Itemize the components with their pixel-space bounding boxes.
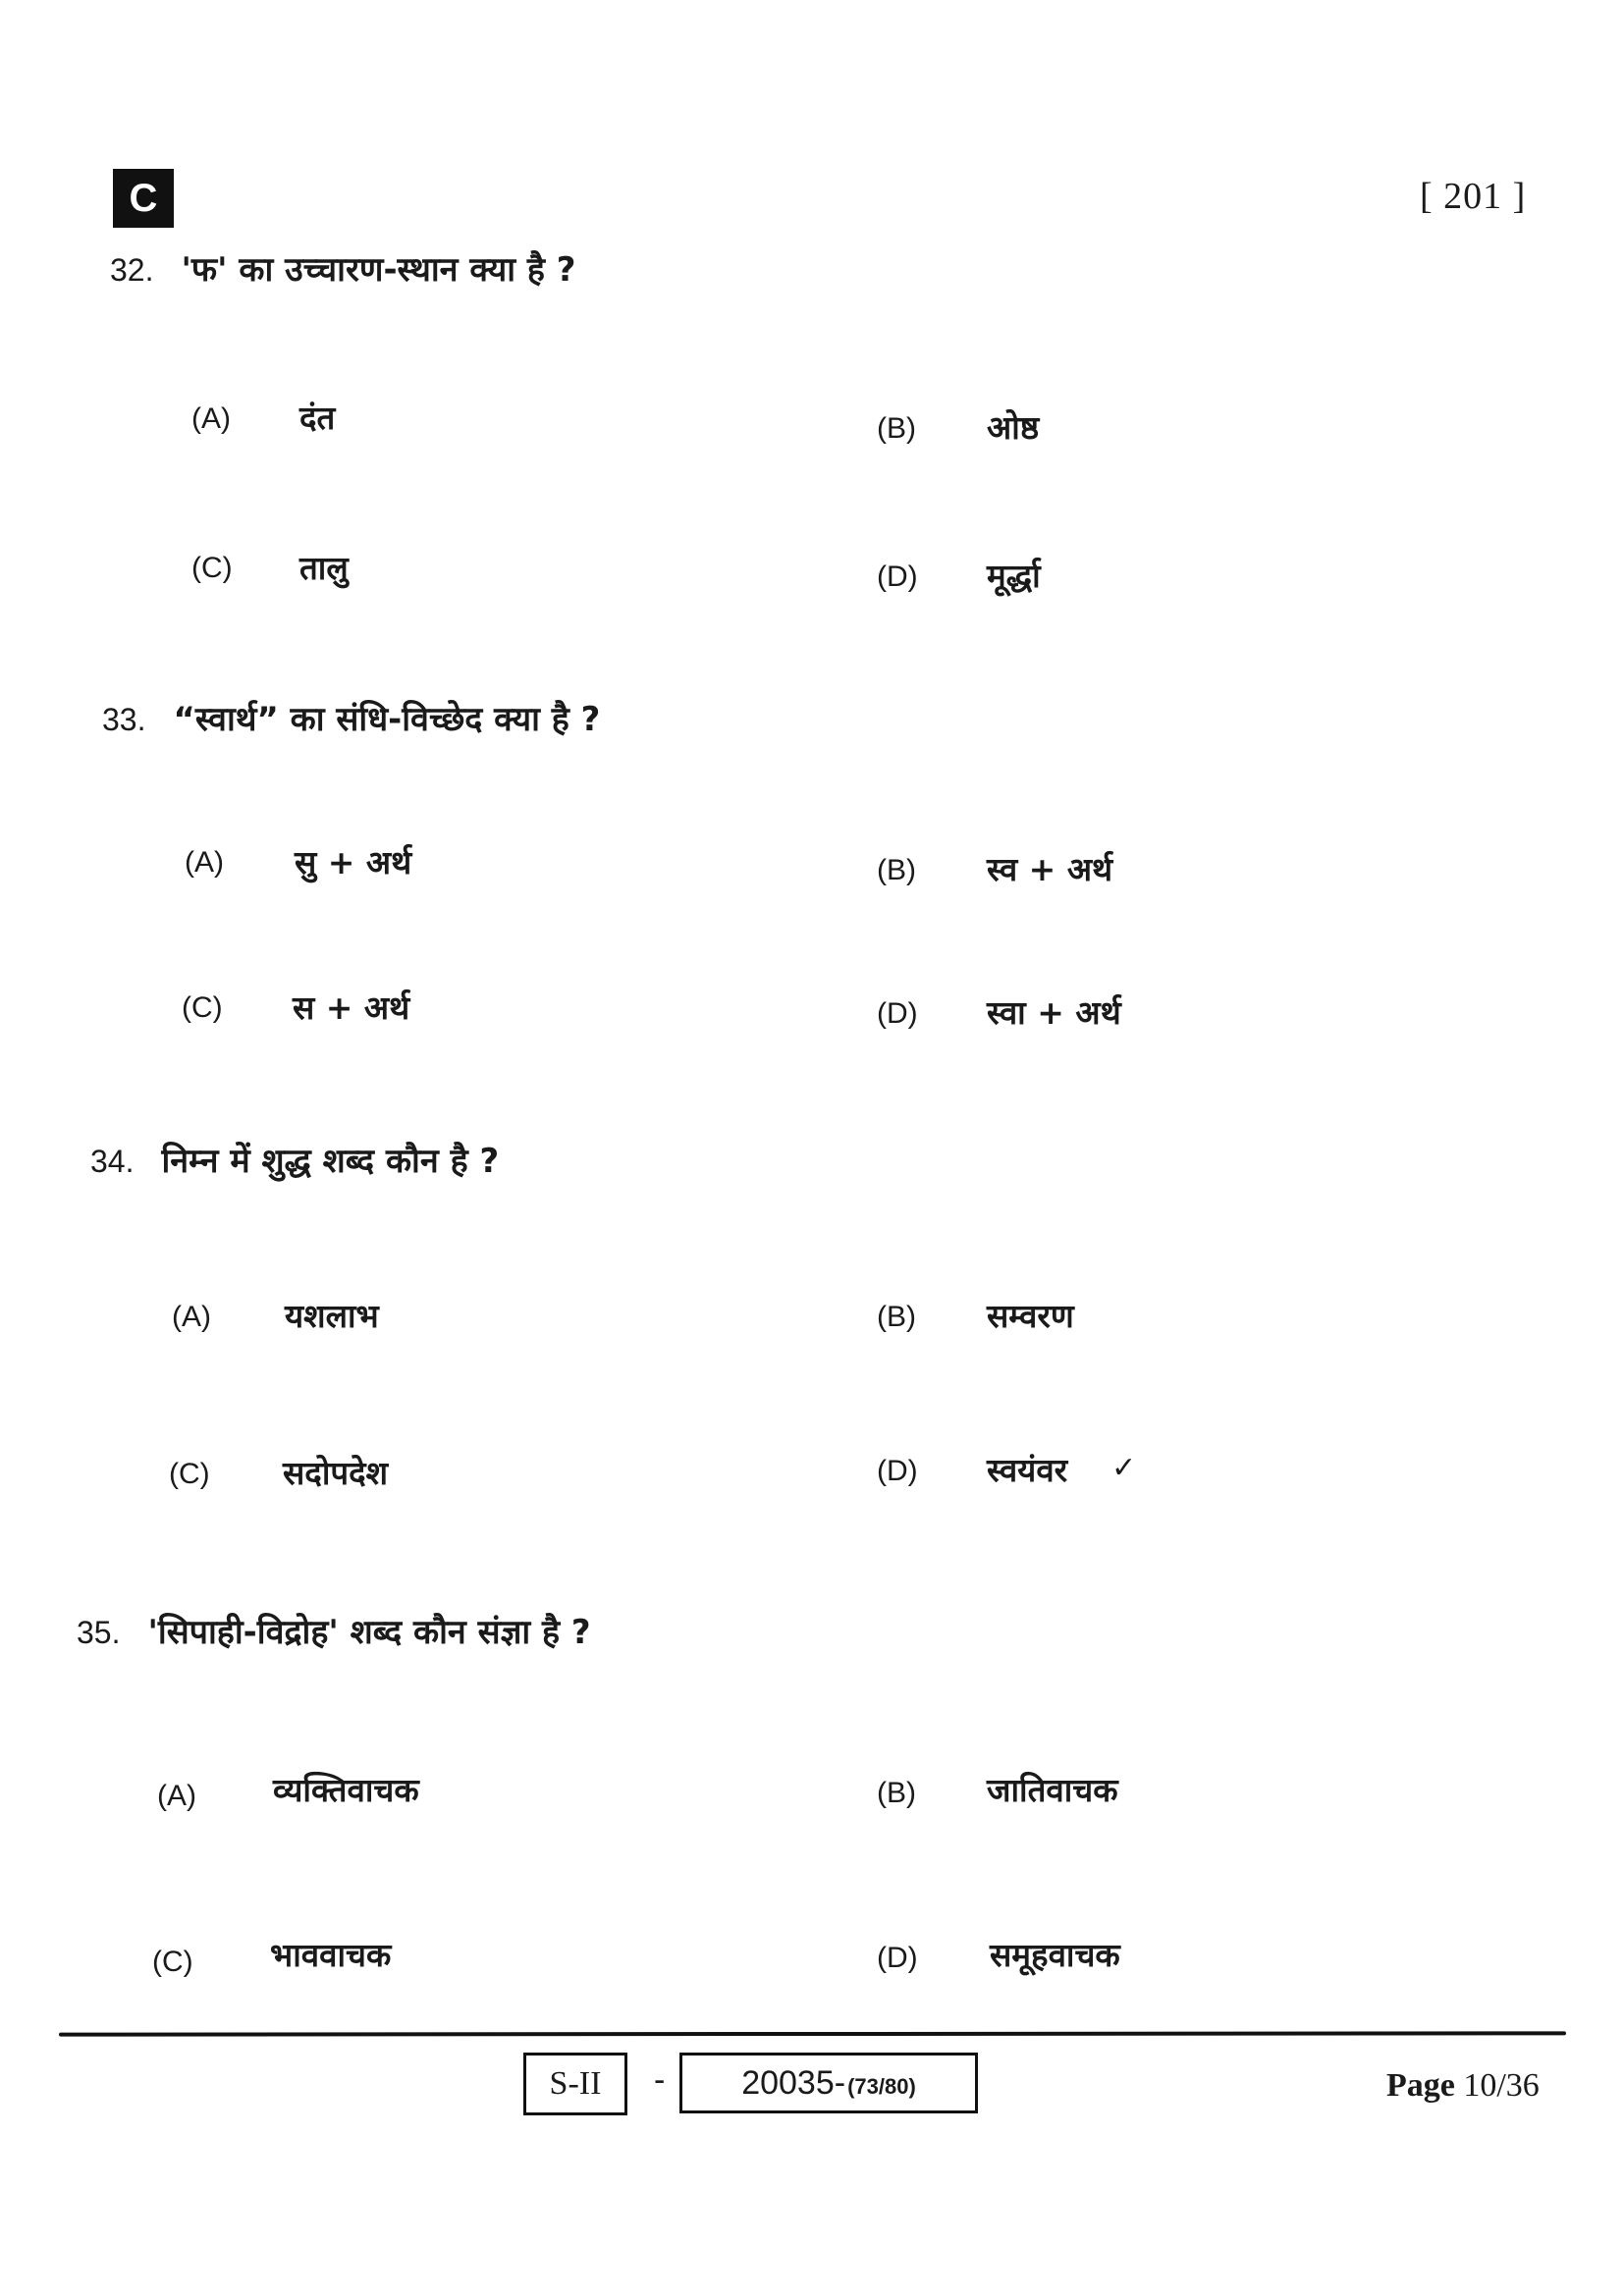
option-label: (D)	[877, 1942, 918, 1974]
option-label: (C)	[169, 1458, 210, 1490]
option-35-d	[877, 1942, 918, 1975]
option-label: (A)	[157, 1780, 196, 1812]
option-32-c-text: तालु	[299, 549, 349, 587]
option-label: (D)	[877, 561, 918, 593]
option-34-a	[172, 1301, 211, 1334]
option-34-b	[877, 1301, 916, 1334]
question-34	[90, 1137, 499, 1182]
option-35-d-text: समूहवाचक	[990, 1936, 1120, 1974]
paper-code: [ 201 ]	[1420, 176, 1527, 217]
question-text: “स्वार्थ” का संधि-विच्छेद क्या है ?	[173, 700, 601, 739]
question-32	[110, 245, 576, 291]
option-32-c	[191, 552, 233, 585]
option-label: (C)	[182, 991, 223, 1024]
option-33-b	[877, 854, 916, 887]
question-35	[77, 1608, 591, 1653]
booklet-sub-code: (73/80)	[847, 2074, 916, 2099]
option-32-d-text: मूर्द्धा	[987, 557, 1041, 595]
option-35-c	[152, 1946, 193, 1979]
option-34-b-text: सम्वरण	[987, 1297, 1074, 1335]
handwritten-check-icon: ✓	[1111, 1451, 1137, 1485]
option-34-c	[169, 1458, 210, 1491]
option-label: (B)	[877, 1777, 916, 1809]
option-label: (B)	[877, 412, 916, 445]
set-label-badge: C	[113, 169, 174, 228]
booklet-code-box	[679, 2053, 978, 2113]
option-35-c-text: भाववाचक	[270, 1936, 392, 1974]
option-34-c-text: सदोपदेश	[283, 1454, 389, 1492]
option-33-c	[182, 991, 223, 1025]
question-number: 32.	[110, 252, 154, 288]
option-label: (A)	[185, 846, 224, 879]
option-label: (C)	[191, 552, 233, 584]
option-label: (B)	[877, 1301, 916, 1333]
option-32-b	[877, 412, 916, 446]
option-32-b-text: ओष्ठ	[987, 408, 1040, 447]
option-label: (B)	[877, 854, 916, 886]
option-label: (D)	[877, 997, 918, 1030]
series-box: S-II	[523, 2053, 627, 2115]
option-35-a-text: व्यक्तिवाचक	[273, 1771, 419, 1809]
question-number: 34.	[90, 1144, 135, 1179]
question-text: 'सिपाही-विद्रोह' शब्द कौन संज्ञा है ?	[147, 1613, 591, 1652]
option-35-a	[157, 1780, 196, 1813]
option-34-d-text: स्वयंवर	[987, 1451, 1068, 1489]
option-32-a-text: दंत	[299, 399, 336, 437]
option-33-a-text: सु + अर्थ	[295, 843, 412, 881]
footer-divider	[59, 2031, 1566, 2036]
question-33	[102, 695, 600, 740]
option-33-d	[877, 997, 918, 1031]
option-33-d-text: स्वा + अर्थ	[987, 993, 1121, 1032]
option-34-d	[877, 1455, 918, 1488]
option-33-b-text: स्व + अर्थ	[987, 850, 1113, 888]
option-35-b-text: जातिवाचक	[987, 1771, 1118, 1809]
option-33-a	[185, 846, 224, 880]
option-35-b	[877, 1777, 916, 1810]
footer-dash: -	[654, 2061, 666, 2099]
page-word: Page	[1386, 2067, 1455, 2104]
booklet-code: 20035-	[741, 2063, 846, 2102]
option-label: (C)	[152, 1946, 193, 1978]
page-indicator	[1386, 2067, 1540, 2105]
page-number: 10/36	[1463, 2067, 1540, 2104]
question-number: 35.	[77, 1615, 121, 1650]
option-label: (D)	[877, 1455, 918, 1487]
question-text: 'फ' का उच्चारण-स्थान क्या है ?	[181, 250, 576, 290]
option-32-d	[877, 561, 918, 594]
question-number: 33.	[102, 702, 146, 737]
option-label: (A)	[191, 402, 231, 435]
option-33-c-text: स + अर्थ	[293, 988, 410, 1027]
option-34-a-text: यशलाभ	[285, 1297, 379, 1335]
option-label: (A)	[172, 1301, 211, 1333]
question-text: निम्न में शुद्ध शब्द कौन है ?	[161, 1142, 500, 1181]
option-32-a	[191, 402, 231, 436]
